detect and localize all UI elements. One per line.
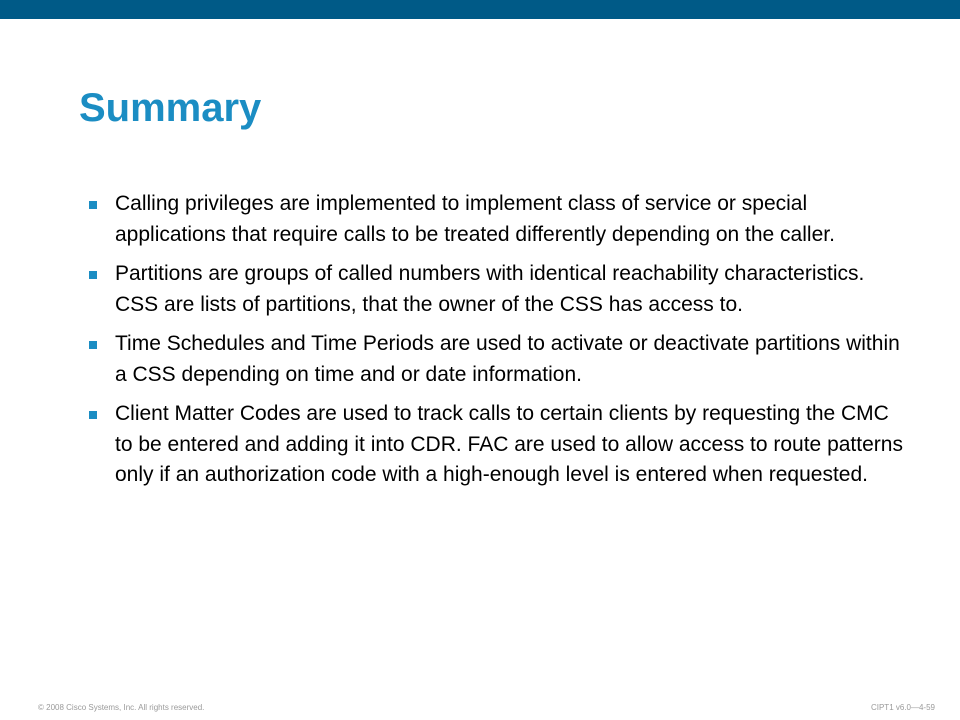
bullet-item xyxy=(86,259,906,320)
bullet-list xyxy=(86,189,906,500)
bullet-text: Time Schedules and Time Periods are used to activate or deactivate partitions within a CSS depending on time and or date information. xyxy=(115,332,900,386)
bullet-item xyxy=(86,329,906,390)
bullet-text: Partitions are groups of called numbers with identical reachability characteristics. CSS are lists of partitions, that the owner of the CSS has access to. xyxy=(115,262,865,316)
slide-title: Summary xyxy=(79,86,262,130)
square-bullet-icon xyxy=(89,341,97,349)
bullet-text: Calling privileges are implemented to implement class of service or special applications that require calls to be treated differently depending on the caller. xyxy=(115,192,835,246)
footer-course-ref: CIPT1 v6.0—4-59 xyxy=(870,703,935,712)
square-bullet-icon xyxy=(89,201,97,209)
square-bullet-icon xyxy=(89,271,97,279)
square-bullet-icon xyxy=(89,411,97,419)
footer-copyright: © 2008 Cisco Systems, Inc. All rights reserved. xyxy=(38,703,205,712)
bullet-item xyxy=(86,399,906,491)
top-banner-bar xyxy=(0,0,960,19)
bullet-item xyxy=(86,189,906,250)
bullet-text: Client Matter Codes are used to track calls to certain clients by requesting the CMC to be entered and adding it into CDR. FAC are used to allow access to route patterns only if an authorization code with a high-enough level is entered when requested. xyxy=(115,402,903,486)
